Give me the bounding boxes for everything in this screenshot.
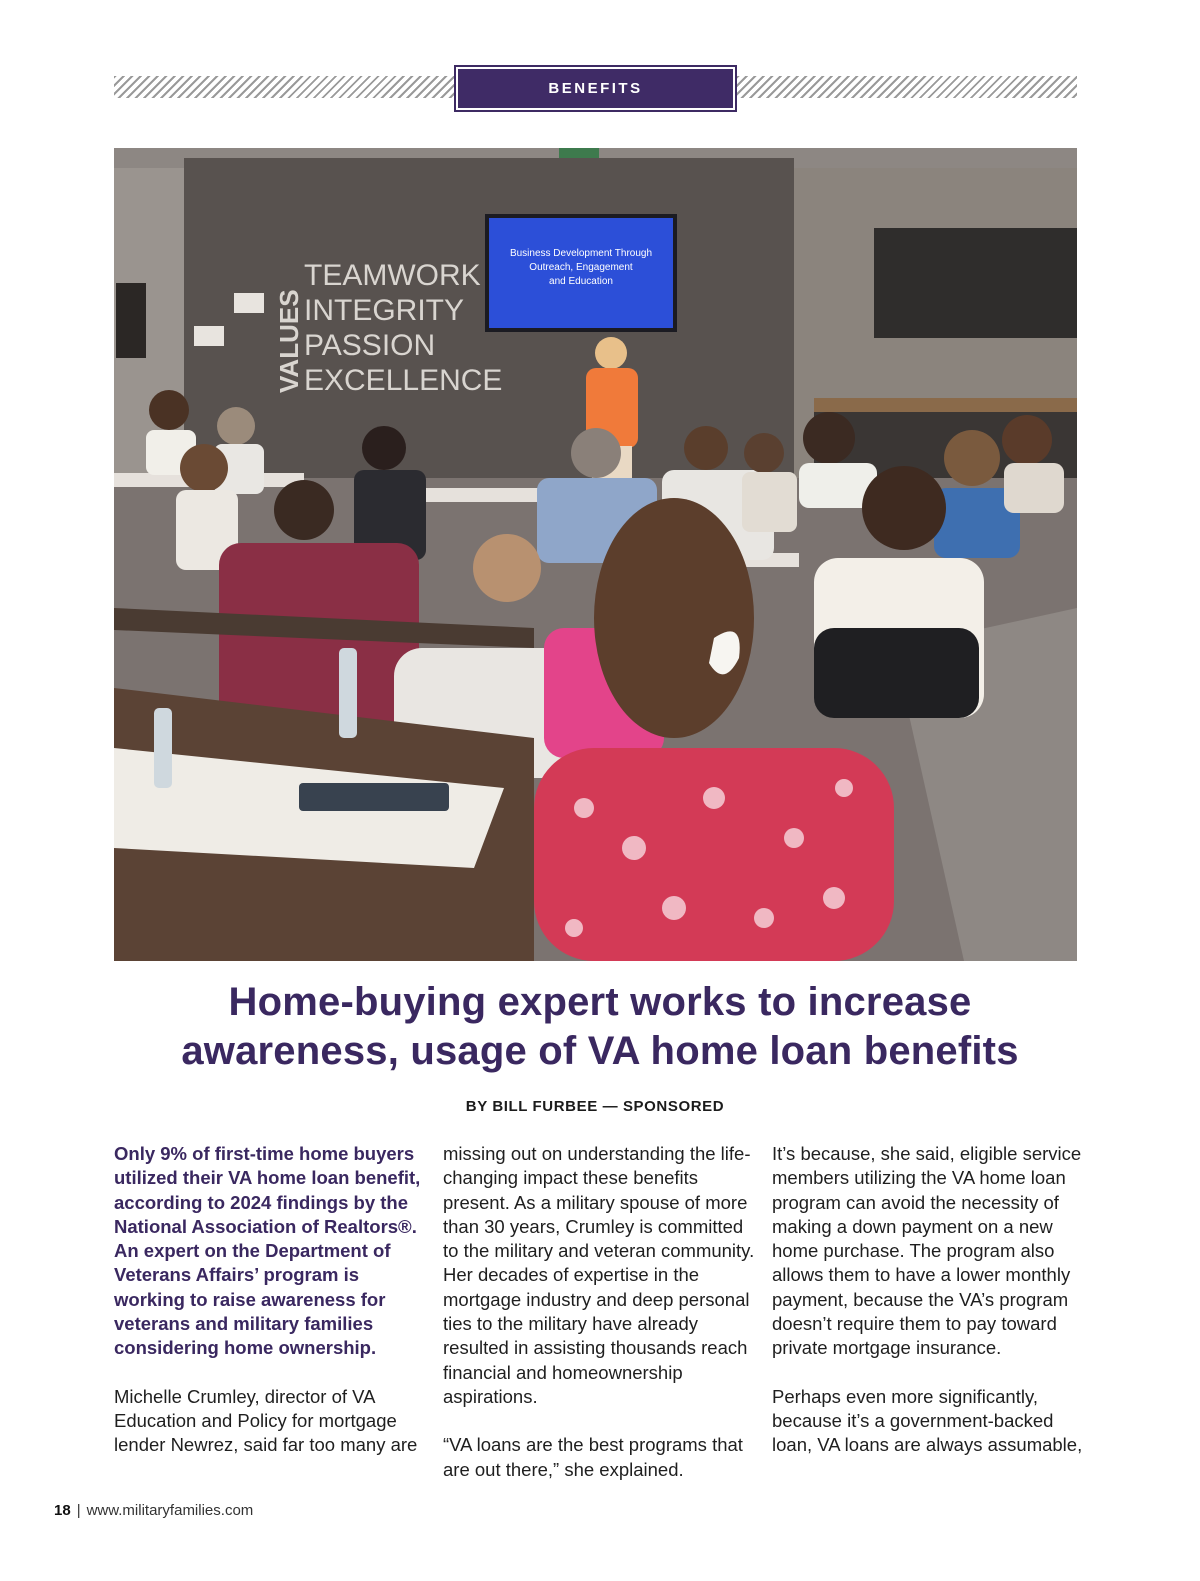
footer-separator: | — [76, 1502, 81, 1519]
wall-values-vertical: VALUES — [274, 289, 304, 393]
seminar-photo-illustration — [114, 148, 1077, 961]
article-photo — [114, 148, 1077, 961]
article-column-1 — [114, 1142, 426, 1482]
byline: BY BILL FURBEE — SPONSORED — [465, 1098, 725, 1115]
screen-title-line2: Outreach, Engagement — [529, 262, 633, 273]
page-number: 18 — [54, 1502, 71, 1519]
headline-line2: awareness, usage of VA home loan benefits — [181, 1029, 1019, 1073]
wall-word-1: TEAMWORK — [304, 259, 481, 292]
screen-title-line1: Business Development Through — [509, 248, 653, 259]
header-hatch-left — [114, 76, 454, 98]
wall-word-2: INTEGRITY — [304, 294, 465, 327]
lede-paragraph: Only 9% of first-time home buyers utilized their VA home loan benefit, according to 2024 findings by the National Association of Realtors®. An expert on the Department of Veterans Affairs’ program is working to raise awareness for veterans and military families considering home ownership. — [114, 1143, 421, 1359]
body-paragraph: Michelle Crumley, director of VA Education and Policy for mortgage lender Newrez, said far too many are — [114, 1385, 418, 1456]
headline-line1: Home-buying expert works to increase — [228, 980, 972, 1024]
headline — [60, 978, 1140, 1076]
page-footer — [54, 1502, 253, 1519]
article-column-3 — [772, 1142, 1090, 1482]
body-paragraph: Perhaps even more significantly, because it’s a government-backed loan, VA loans are always assumable, — [772, 1385, 1083, 1456]
body-paragraph: missing out on understanding the life-changing impact these benefits present. As a military spouse of more than 30 years, Crumley is committed to the military and veteran community. Her decades of expertise in the mortgage industry and deep personal ties to the military have already resulted in assisting thousands reach financial and homeownership aspirations. — [443, 1143, 755, 1407]
footer-url[interactable]: www.militaryfamilies.com — [86, 1502, 254, 1519]
wall-word-3: PASSION — [304, 329, 436, 362]
body-paragraph: It’s because, she said, eligible service members utilizing the VA home loan program can avoid the necessity of making a down payment on a new home purchase. The program also allows them to have a lower monthly payment, because the VA’s program doesn’t require them to pay toward private mortgage insurance. — [772, 1143, 1082, 1359]
screen-title-line3: and Education — [549, 276, 613, 287]
section-label: BENEFITS — [458, 69, 733, 108]
header-hatch-right — [737, 76, 1077, 98]
wall-word-4: EXCELLENCE — [304, 364, 503, 397]
body-paragraph: “VA loans are the best programs that are out there,” she explained. — [443, 1434, 743, 1480]
article-column-2 — [443, 1142, 761, 1506]
section-tag — [454, 65, 737, 112]
